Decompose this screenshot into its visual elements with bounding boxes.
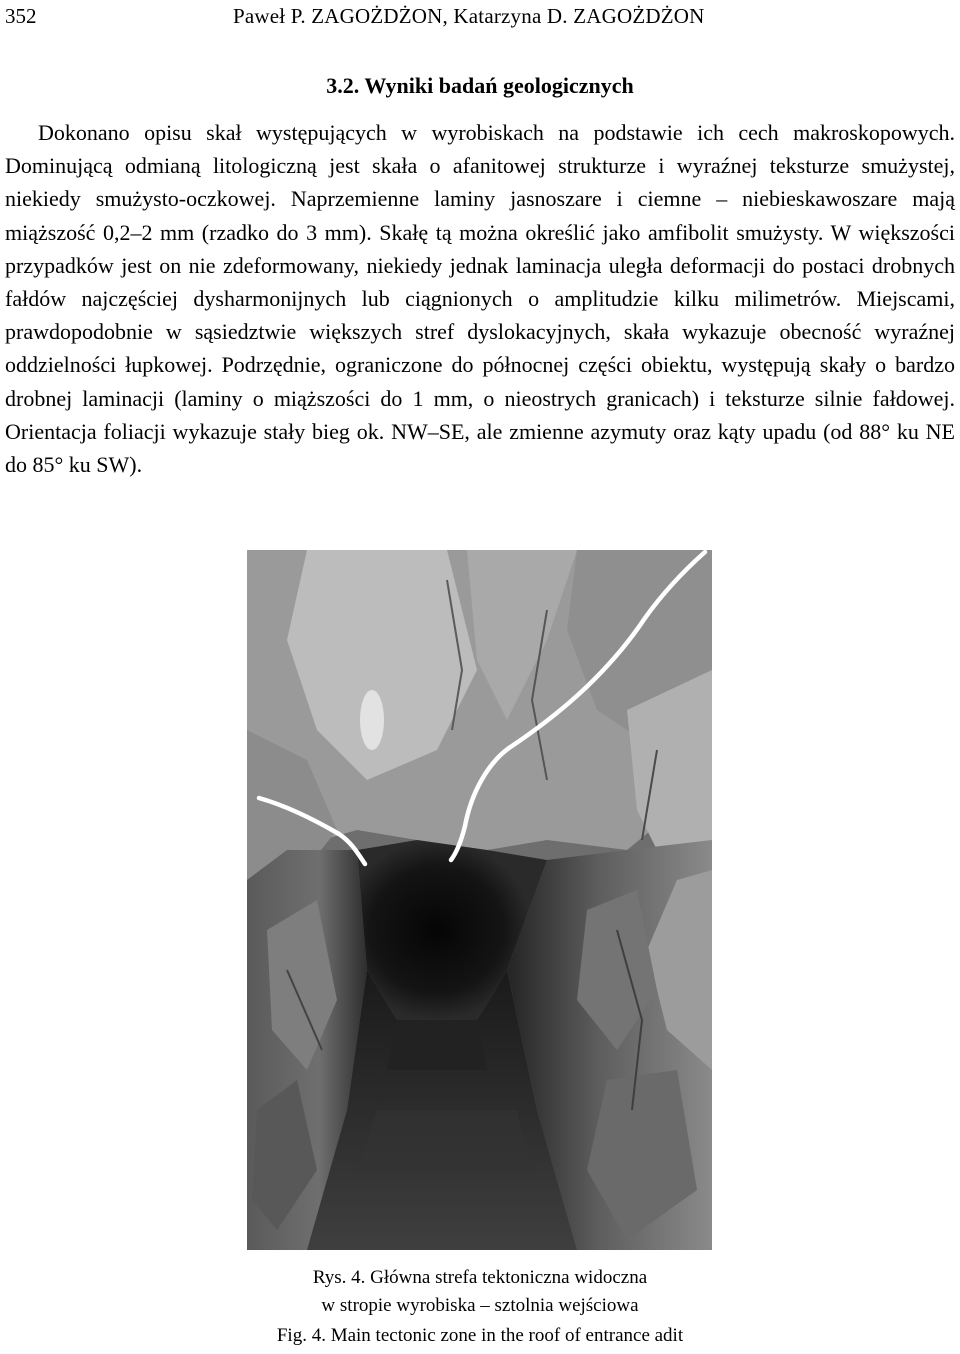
tunnel-photograph: [247, 550, 712, 1250]
page-number: 352: [5, 4, 37, 28]
body-paragraph: Dokonano opisu skał występujących w wyrobiskach na podstawie ich cech makroskopowych. Dominującą odmianą litologiczną jest skała o afanitowej strukturze i wyraźnej teksturze smużystej, niekiedy smużysto-oczkowej. Naprzemienne laminy jasnoszare i ciemne – niebieskawoszare mają miąższość 0,2–2 mm (rzadko do 3 mm). Skałę tą można określić jako amfibolit smużysty. W większości przypadków jest on nie zdeformowany, niekiedy jednak laminacja uległa deformacji do postaci drobnych fałdów najczęściej dysharmonijnych lub ciągnionych o amplitudzie kilku milimetrów. Miejscami, prawdopodobnie w sąsiedztwie większych stref dyslokacyjnych, skała wykazuje obecność wyraźnej oddzielności łupkowej. Podrzędnie, ograniczone do północnej części obiektu, występują skały o bardzo drobnej laminacji (laminy o miąższości do 1 mm, o nieostrych granicach) i teksturze silnie fałdowej. Orientacja foliacji wykazuje stały bieg ok. NW–SE, ale zmienne azymuty oraz kąty upadu (od 88° ku NE do 85° ku SW).: [5, 120, 955, 478]
figure-caption-en: Fig. 4. Main tectonic zone in the roof of entrance adit: [276, 1325, 684, 1346]
figure-caption-pl-line2: w stropie wyrobiska – sztolnia wejściowa: [321, 1295, 639, 1316]
section-heading: 3.2. Wyniki badań geologicznych: [326, 73, 634, 98]
running-head: Paweł P. ZAGOŻDŻON, Katarzyna D. ZAGOŻDŻON: [233, 4, 705, 28]
page-header: [0, 4, 960, 34]
figure-caption-pl-line1: Rys. 4. Główna strefa tektoniczna widoczna: [312, 1267, 648, 1288]
tunnel-photo-svg: [247, 550, 712, 1250]
